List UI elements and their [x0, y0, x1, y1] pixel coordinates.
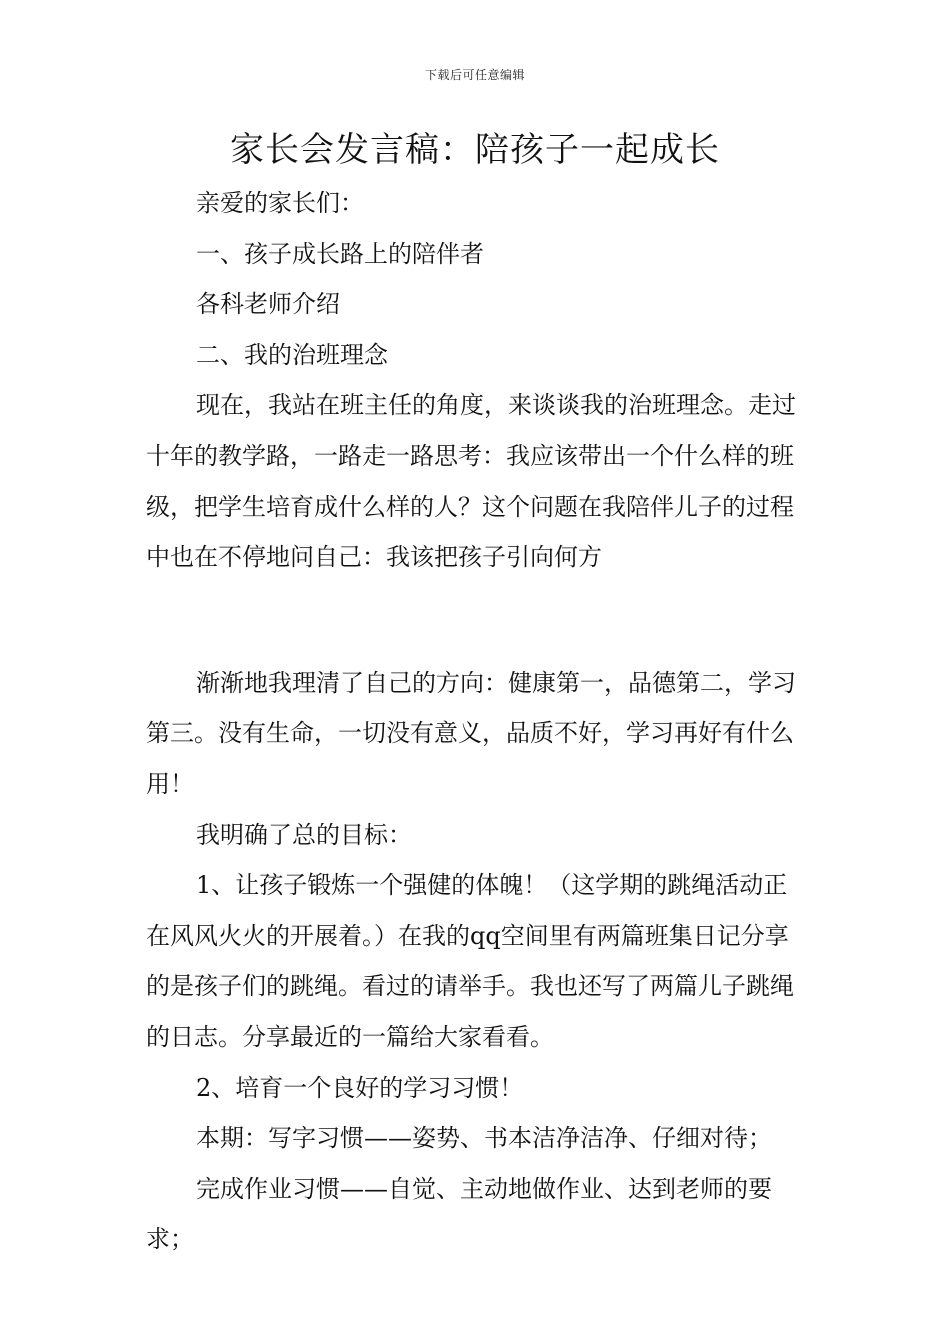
paragraph-goal-intro: 我明确了总的目标：: [196, 820, 412, 849]
paragraph-direction: 渐渐地我理清了自己的方向：健康第一，品德第二，学习第三。没有生命，一切没有意义，品质不好，学习再好有什么用！: [146, 668, 796, 798]
section-heading-companions: 一、孩子成长路上的陪伴者: [196, 239, 484, 268]
document-body: [146, 178, 806, 1265]
paragraph-teacher-intro: 各科老师介绍: [196, 290, 340, 319]
blank-spacer: [146, 583, 806, 658]
list-item-goal-2: 2、培育一个良好的学习习惯！: [196, 1073, 524, 1102]
list-item-goal-1: 1、让孩子锻炼一个强健的体魄！（这学期的跳绳活动正在风风火火的开展着。）在我的qq空间里有两篇班集日记分享的是孩子们的跳绳。看过的请举手。我也还写了两篇儿子跳绳的日志。分享最近的一篇给大家看看。: [146, 871, 794, 1051]
paragraph-philosophy: 现在，我站在班主任的角度，来谈谈我的治班理念。走过十年的教学路，一路走一路思考：我应该带出一个什么样的班级，把学生培育成什么样的人？这个问题在我陪伴儿子的过程中也在不停地问自己：我该把孩子引向何方: [146, 391, 796, 572]
paragraph-homework-habit: 完成作业习惯——自觉、主动地做作业、达到老师的要求；: [146, 1174, 772, 1254]
paragraph-writing-habit: 本期：写字习惯——姿势、书本洁净洁净、仔细对待；: [196, 1124, 772, 1153]
document-title: 家长会发言稿：陪孩子一起成长: [230, 130, 720, 170]
paragraph-greeting: 亲爱的家长们：: [196, 189, 364, 217]
header-note: 下载后可任意编辑: [424, 68, 525, 82]
section-heading-philosophy: 二、我的治班理念: [196, 340, 388, 369]
